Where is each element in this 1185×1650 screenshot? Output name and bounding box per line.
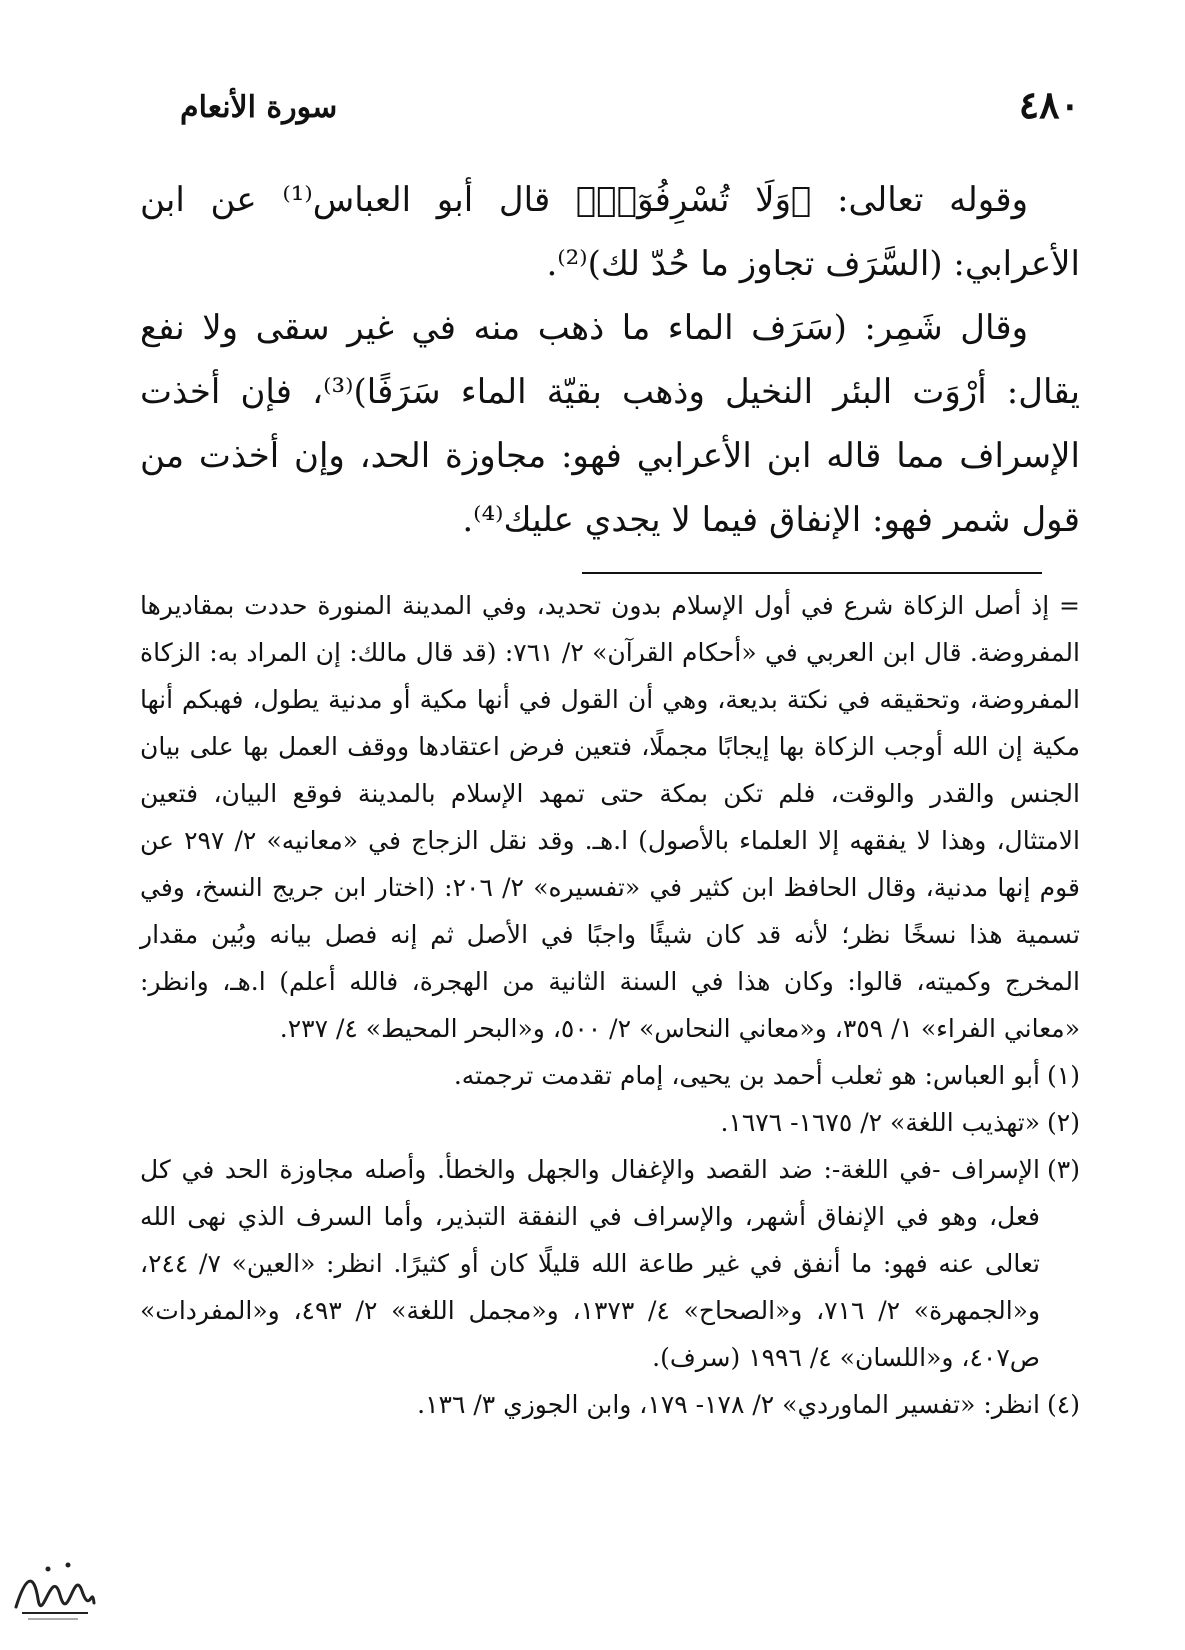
footnote-text: الإسراف -في اللغة-: ضد القصد والإغفال والجهل والخطأ. وأصله مجاوزة الحد في كل فعل، وهو في الإنفاق أشهر، والإسراف في النفقة التبذير، وأما السرف الذي نهى الله تعالى عنه فهو: ما أنفق في غير طاعة الله قليلًا كان أو كثيرًا. انظر: «العين» ٧/ ٢٤٤، و«الجمهرة» ٢/ ٧١٦، و«الصحاح» ٤/ ١٣٧٣، و«مجمل اللغة» ٢/ ٤٩٣، و«المفردات» ص٤٠٧، و«اللسان» ٤/ ١٩٩٦ (سرف).: [140, 1155, 1041, 1372]
main-paragraph: وقال شَمِر: (سَرَف الماء ما ذهب منه في غير سقى ولا نفع يقال: أرْوَت البئر النخيل وذهب بقيّة الماء سَرَفًا)⁽³⁾، فإن أخذت الإسراف مما قاله ابن الأعرابي فهو: مجاوزة الحد، وإن أخذت من قول شمر فهو: الإنفاق فيما لا يجدي عليك⁽⁴⁾.: [140, 308, 1080, 540]
calligraphy-logo-icon: [8, 1555, 98, 1625]
footnote-item: [140, 1099, 1080, 1146]
page-header: [180, 82, 1080, 142]
footnote-item: [140, 1381, 1080, 1428]
footnote-item: [140, 1052, 1080, 1099]
footnote-text: أبو العباس: هو ثعلب أحمد بن يحيى، إمام تقدمت ترجمته.: [453, 1061, 1040, 1090]
footnote-item: [140, 1146, 1080, 1381]
footnote-text: «تهذيب اللغة» ٢/ ١٦٧٥- ١٦٧٦.: [720, 1108, 1040, 1137]
main-text: [140, 168, 1080, 552]
footnote-continuation: = إذ أصل الزكاة شرع في أول الإسلام بدون تحديد، وفي المدينة المنورة حددت بمقاديرها المفروضة. قال ابن العربي في «أحكام القرآن» ٢/ ٧٦١: (قد قال مالك: إن المراد به: الزكاة المفروضة، وتحقيقه في نكتة بديعة، وهي أن القول في أنها مكية أو مدنية يطول، فهبكم أنها مكية إن الله أوجب الزكاة بها إيجابًا مجملًا، فتعين فرض اعتقادها ووقف العمل بها على بيان الجنس والقدر والوقت، فلم تكن بمكة حتى تمهد الإسلام بالمدينة فوقع البيان، فتعين الامتثال، وهذا لا يفقهه إلا العلماء بالأصول) ا.هـ. وقد نقل الزجاج في «معانيه» ٢/ ٢٩٧ عن قوم إنها مدنية، وقال الحافظ ابن كثير في «تفسيره» ٢/ ٢٠٦: (اختار ابن جريج النسخ، وفي تسمية هذا نسخًا نظر؛ لأنه قد كان شيئًا واجبًا في الأصل ثم إنه فصل بيانه وبُين مقدار المخرج وكميته، قالوا: وكان هذا في السنة الثانية من الهجرة، فالله أعلم) ا.هـ، وانظر: «معاني الفراء» ١/ ٣٥٩، و«معاني النحاس» ٢/ ٥٠٠، و«البحر المحيط» ٤/ ٢٣٧.: [140, 591, 1080, 1043]
footnote-number: (٤): [1047, 1390, 1080, 1419]
footnote-number: (٢): [1047, 1108, 1080, 1137]
footnotes: [140, 582, 1080, 1428]
footnote-number: (٣): [1047, 1155, 1080, 1184]
footnote-number: (١): [1047, 1061, 1080, 1090]
main-paragraph: وقوله تعالى: ﴿وَلَا تُسْرِفُوٓا۟﴾ قال أبو العباس⁽¹⁾ عن ابن الأعرابي: (السَّرَف تجاوز ما حُدّ لك)⁽²⁾.: [140, 180, 1080, 284]
surah-title: سورة الأنعام: [180, 90, 338, 125]
page-number: ٤٨٠: [1018, 82, 1080, 127]
footnote-divider: [582, 572, 1042, 574]
footnote-text: انظر: «تفسير الماوردي» ٢/ ١٧٨- ١٧٩، وابن الجوزي ٣/ ١٣٦.: [417, 1390, 1040, 1419]
